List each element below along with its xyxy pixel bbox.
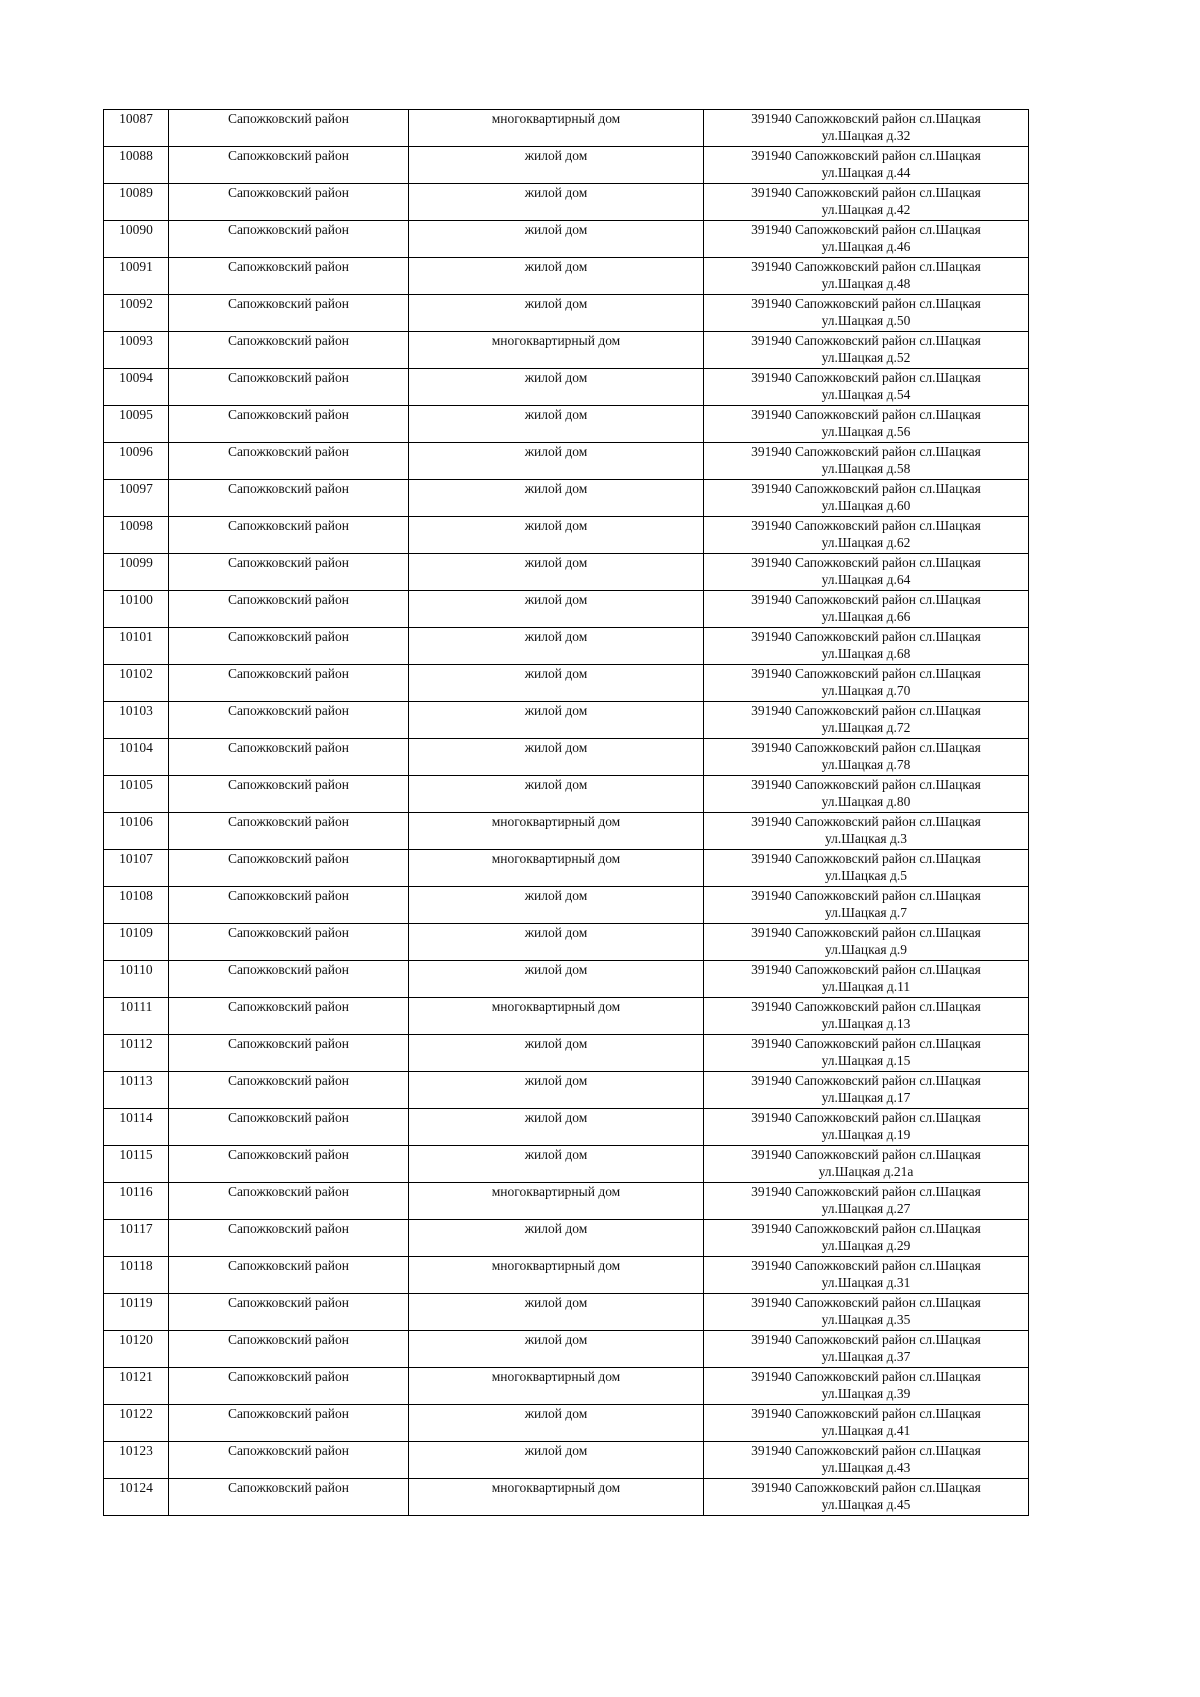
record-number-cell: 10119 xyxy=(104,1294,169,1331)
building-type-cell: многоквартирный дом xyxy=(409,1368,704,1405)
table-row xyxy=(104,924,1029,961)
record-number-cell: 10121 xyxy=(104,1368,169,1405)
record-number-cell: 10094 xyxy=(104,369,169,406)
building-type-cell: жилой дом xyxy=(409,1331,704,1368)
record-number-cell: 10117 xyxy=(104,1220,169,1257)
address-line-2: ул.Шацкая д.50 xyxy=(821,313,911,328)
address-cell xyxy=(704,480,1029,517)
address-line-2: ул.Шацкая д.17 xyxy=(821,1090,911,1105)
address-line-1: 391940 Сапожковский район сл.Шацкая xyxy=(751,1110,981,1125)
address-line-2: ул.Шацкая д.41 xyxy=(821,1423,911,1438)
table-row xyxy=(104,517,1029,554)
table-row xyxy=(104,1072,1029,1109)
address-cell xyxy=(704,961,1029,998)
district-cell: Сапожковский район xyxy=(169,480,409,517)
building-type-cell: жилой дом xyxy=(409,1294,704,1331)
table-row xyxy=(104,147,1029,184)
table-row xyxy=(104,406,1029,443)
table-row xyxy=(104,776,1029,813)
district-cell: Сапожковский район xyxy=(169,295,409,332)
district-cell: Сапожковский район xyxy=(169,1220,409,1257)
address-line-1: 391940 Сапожковский район сл.Шацкая xyxy=(751,1443,981,1458)
table-row xyxy=(104,1109,1029,1146)
table-row xyxy=(104,1220,1029,1257)
district-cell: Сапожковский район xyxy=(169,813,409,850)
address-line-2: ул.Шацкая д.58 xyxy=(821,461,911,476)
address-line-2: ул.Шацкая д.68 xyxy=(821,646,911,661)
address-line-2: ул.Шацкая д.78 xyxy=(821,757,911,772)
building-type-cell: жилой дом xyxy=(409,147,704,184)
district-cell: Сапожковский район xyxy=(169,628,409,665)
address-cell xyxy=(704,110,1029,147)
address-line-2: ул.Шацкая д.45 xyxy=(821,1497,911,1512)
address-line-2: ул.Шацкая д.66 xyxy=(821,609,911,624)
table-row xyxy=(104,221,1029,258)
address-cell xyxy=(704,147,1029,184)
address-line-1: 391940 Сапожковский район сл.Шацкая xyxy=(751,814,981,829)
address-cell xyxy=(704,1294,1029,1331)
table-row xyxy=(104,887,1029,924)
address-cell xyxy=(704,1368,1029,1405)
address-line-2: ул.Шацкая д.7 xyxy=(824,905,908,920)
address-line-1: 391940 Сапожковский район сл.Шацкая xyxy=(751,481,981,496)
table-row xyxy=(104,628,1029,665)
address-line-1: 391940 Сапожковский район сл.Шацкая xyxy=(751,629,981,644)
address-line-2: ул.Шацкая д.54 xyxy=(821,387,911,402)
record-number-cell: 10118 xyxy=(104,1257,169,1294)
district-cell: Сапожковский район xyxy=(169,1405,409,1442)
table-row xyxy=(104,554,1029,591)
table-row xyxy=(104,1035,1029,1072)
address-line-1: 391940 Сапожковский район сл.Шацкая xyxy=(751,1480,981,1495)
address-cell xyxy=(704,1479,1029,1516)
record-number-cell: 10113 xyxy=(104,1072,169,1109)
record-number-cell: 10091 xyxy=(104,258,169,295)
address-cell xyxy=(704,1331,1029,1368)
address-line-2: ул.Шацкая д.43 xyxy=(821,1460,911,1475)
record-number-cell: 10110 xyxy=(104,961,169,998)
building-type-cell: многоквартирный дом xyxy=(409,332,704,369)
address-cell xyxy=(704,369,1029,406)
address-line-1: 391940 Сапожковский район сл.Шацкая xyxy=(751,1147,981,1162)
address-line-1: 391940 Сапожковский район сл.Шацкая xyxy=(751,999,981,1014)
address-line-1: 391940 Сапожковский район сл.Шацкая xyxy=(751,148,981,163)
address-cell xyxy=(704,258,1029,295)
district-cell: Сапожковский район xyxy=(169,1257,409,1294)
record-number-cell: 10098 xyxy=(104,517,169,554)
record-number-cell: 10097 xyxy=(104,480,169,517)
address-line-2: ул.Шацкая д.32 xyxy=(821,128,911,143)
address-line-2: ул.Шацкая д.9 xyxy=(824,942,908,957)
address-line-1: 391940 Сапожковский район сл.Шацкая xyxy=(751,666,981,681)
table-row xyxy=(104,443,1029,480)
district-cell: Сапожковский район xyxy=(169,110,409,147)
building-type-cell: жилой дом xyxy=(409,258,704,295)
table-row xyxy=(104,813,1029,850)
record-number-cell: 10096 xyxy=(104,443,169,480)
address-cell xyxy=(704,406,1029,443)
building-type-cell: многоквартирный дом xyxy=(409,110,704,147)
address-line-1: 391940 Сапожковский район сл.Шацкая xyxy=(751,222,981,237)
address-line-1: 391940 Сапожковский район сл.Шацкая xyxy=(751,740,981,755)
record-number-cell: 10109 xyxy=(104,924,169,961)
record-number-cell: 10112 xyxy=(104,1035,169,1072)
record-number-cell: 10089 xyxy=(104,184,169,221)
record-number-cell: 10122 xyxy=(104,1405,169,1442)
address-cell xyxy=(704,850,1029,887)
building-type-cell: многоквартирный дом xyxy=(409,1183,704,1220)
table-row xyxy=(104,480,1029,517)
table-row xyxy=(104,1146,1029,1183)
address-line-2: ул.Шацкая д.21а xyxy=(818,1164,914,1179)
address-line-2: ул.Шацкая д.3 xyxy=(824,831,908,846)
address-cell xyxy=(704,998,1029,1035)
address-line-1: 391940 Сапожковский район сл.Шацкая xyxy=(751,962,981,977)
table-row xyxy=(104,1479,1029,1516)
district-cell: Сапожковский район xyxy=(169,1109,409,1146)
district-cell: Сапожковский район xyxy=(169,443,409,480)
address-cell xyxy=(704,813,1029,850)
record-number-cell: 10108 xyxy=(104,887,169,924)
registry-table-body xyxy=(104,110,1029,1516)
address-line-1: 391940 Сапожковский район сл.Шацкая xyxy=(751,444,981,459)
record-number-cell: 10093 xyxy=(104,332,169,369)
address-cell xyxy=(704,887,1029,924)
district-cell: Сапожковский район xyxy=(169,1072,409,1109)
address-line-1: 391940 Сапожковский район сл.Шацкая xyxy=(751,185,981,200)
address-registry-table xyxy=(103,109,1029,1516)
address-cell xyxy=(704,1183,1029,1220)
district-cell: Сапожковский район xyxy=(169,1442,409,1479)
district-cell: Сапожковский район xyxy=(169,776,409,813)
table-row xyxy=(104,665,1029,702)
address-cell xyxy=(704,1035,1029,1072)
record-number-cell: 10087 xyxy=(104,110,169,147)
building-type-cell: жилой дом xyxy=(409,406,704,443)
record-number-cell: 10104 xyxy=(104,739,169,776)
table-row xyxy=(104,702,1029,739)
address-cell xyxy=(704,295,1029,332)
building-type-cell: жилой дом xyxy=(409,1405,704,1442)
table-row xyxy=(104,998,1029,1035)
building-type-cell: многоквартирный дом xyxy=(409,813,704,850)
address-line-2: ул.Шацкая д.37 xyxy=(821,1349,911,1364)
table-row xyxy=(104,184,1029,221)
address-line-1: 391940 Сапожковский район сл.Шацкая xyxy=(751,407,981,422)
address-line-1: 391940 Сапожковский район сл.Шацкая xyxy=(751,111,981,126)
district-cell: Сапожковский район xyxy=(169,739,409,776)
address-line-2: ул.Шацкая д.52 xyxy=(821,350,911,365)
table-row xyxy=(104,332,1029,369)
record-number-cell: 10102 xyxy=(104,665,169,702)
address-line-2: ул.Шацкая д.15 xyxy=(821,1053,911,1068)
address-line-1: 391940 Сапожковский район сл.Шацкая xyxy=(751,370,981,385)
record-number-cell: 10106 xyxy=(104,813,169,850)
building-type-cell: жилой дом xyxy=(409,480,704,517)
address-line-2: ул.Шацкая д.60 xyxy=(821,498,911,513)
address-line-2: ул.Шацкая д.29 xyxy=(821,1238,911,1253)
district-cell: Сапожковский район xyxy=(169,1035,409,1072)
record-number-cell: 10088 xyxy=(104,147,169,184)
address-cell xyxy=(704,665,1029,702)
record-number-cell: 10123 xyxy=(104,1442,169,1479)
address-line-1: 391940 Сапожковский район сл.Шацкая xyxy=(751,1073,981,1088)
building-type-cell: жилой дом xyxy=(409,1442,704,1479)
address-line-1: 391940 Сапожковский район сл.Шацкая xyxy=(751,1184,981,1199)
address-line-1: 391940 Сапожковский район сл.Шацкая xyxy=(751,592,981,607)
building-type-cell: жилой дом xyxy=(409,443,704,480)
record-number-cell: 10124 xyxy=(104,1479,169,1516)
district-cell: Сапожковский район xyxy=(169,1331,409,1368)
record-number-cell: 10120 xyxy=(104,1331,169,1368)
record-number-cell: 10115 xyxy=(104,1146,169,1183)
building-type-cell: жилой дом xyxy=(409,628,704,665)
address-line-1: 391940 Сапожковский район сл.Шацкая xyxy=(751,1221,981,1236)
building-type-cell: жилой дом xyxy=(409,369,704,406)
district-cell: Сапожковский район xyxy=(169,406,409,443)
building-type-cell: жилой дом xyxy=(409,554,704,591)
record-number-cell: 10095 xyxy=(104,406,169,443)
table-row xyxy=(104,961,1029,998)
record-number-cell: 10099 xyxy=(104,554,169,591)
address-line-2: ул.Шацкая д.72 xyxy=(821,720,911,735)
district-cell: Сапожковский район xyxy=(169,924,409,961)
address-line-2: ул.Шацкая д.64 xyxy=(821,572,911,587)
address-line-2: ул.Шацкая д.80 xyxy=(821,794,911,809)
address-line-1: 391940 Сапожковский район сл.Шацкая xyxy=(751,1406,981,1421)
record-number-cell: 10103 xyxy=(104,702,169,739)
district-cell: Сапожковский район xyxy=(169,1183,409,1220)
address-line-2: ул.Шацкая д.62 xyxy=(821,535,911,550)
address-cell xyxy=(704,1257,1029,1294)
address-line-2: ул.Шацкая д.11 xyxy=(821,979,911,994)
building-type-cell: жилой дом xyxy=(409,184,704,221)
address-line-2: ул.Шацкая д.44 xyxy=(821,165,911,180)
building-type-cell: многоквартирный дом xyxy=(409,1257,704,1294)
district-cell: Сапожковский район xyxy=(169,147,409,184)
address-line-1: 391940 Сапожковский район сл.Шацкая xyxy=(751,296,981,311)
building-type-cell: многоквартирный дом xyxy=(409,850,704,887)
address-line-2: ул.Шацкая д.31 xyxy=(821,1275,911,1290)
address-line-1: 391940 Сапожковский район сл.Шацкая xyxy=(751,1036,981,1051)
address-line-1: 391940 Сапожковский район сл.Шацкая xyxy=(751,555,981,570)
building-type-cell: жилой дом xyxy=(409,1220,704,1257)
address-line-2: ул.Шацкая д.27 xyxy=(821,1201,911,1216)
table-row xyxy=(104,258,1029,295)
table-row xyxy=(104,1442,1029,1479)
building-type-cell: жилой дом xyxy=(409,1035,704,1072)
address-line-1: 391940 Сапожковский район сл.Шацкая xyxy=(751,851,981,866)
address-cell xyxy=(704,221,1029,258)
building-type-cell: жилой дом xyxy=(409,1072,704,1109)
address-cell xyxy=(704,924,1029,961)
district-cell: Сапожковский район xyxy=(169,591,409,628)
table-row xyxy=(104,1368,1029,1405)
building-type-cell: жилой дом xyxy=(409,924,704,961)
address-line-1: 391940 Сапожковский район сл.Шацкая xyxy=(751,1295,981,1310)
district-cell: Сапожковский район xyxy=(169,850,409,887)
district-cell: Сапожковский район xyxy=(169,961,409,998)
building-type-cell: жилой дом xyxy=(409,221,704,258)
building-type-cell: жилой дом xyxy=(409,665,704,702)
address-line-1: 391940 Сапожковский район сл.Шацкая xyxy=(751,518,981,533)
address-cell xyxy=(704,1442,1029,1479)
record-number-cell: 10111 xyxy=(104,998,169,1035)
building-type-cell: жилой дом xyxy=(409,1109,704,1146)
address-line-1: 391940 Сапожковский район сл.Шацкая xyxy=(751,777,981,792)
record-number-cell: 10107 xyxy=(104,850,169,887)
record-number-cell: 10100 xyxy=(104,591,169,628)
district-cell: Сапожковский район xyxy=(169,221,409,258)
building-type-cell: многоквартирный дом xyxy=(409,998,704,1035)
address-line-2: ул.Шацкая д.48 xyxy=(821,276,911,291)
district-cell: Сапожковский район xyxy=(169,517,409,554)
address-line-2: ул.Шацкая д.13 xyxy=(821,1016,911,1031)
record-number-cell: 10116 xyxy=(104,1183,169,1220)
address-cell xyxy=(704,739,1029,776)
address-line-1: 391940 Сапожковский район сл.Шацкая xyxy=(751,1258,981,1273)
address-line-1: 391940 Сапожковский район сл.Шацкая xyxy=(751,333,981,348)
address-cell xyxy=(704,443,1029,480)
district-cell: Сапожковский район xyxy=(169,1294,409,1331)
record-number-cell: 10114 xyxy=(104,1109,169,1146)
address-cell xyxy=(704,1146,1029,1183)
district-cell: Сапожковский район xyxy=(169,369,409,406)
district-cell: Сапожковский район xyxy=(169,554,409,591)
district-cell: Сапожковский район xyxy=(169,332,409,369)
building-type-cell: жилой дом xyxy=(409,702,704,739)
address-line-2: ул.Шацкая д.19 xyxy=(821,1127,911,1142)
address-line-1: 391940 Сапожковский район сл.Шацкая xyxy=(751,1369,981,1384)
address-line-2: ул.Шацкая д.46 xyxy=(821,239,911,254)
address-cell xyxy=(704,702,1029,739)
building-type-cell: жилой дом xyxy=(409,887,704,924)
table-row xyxy=(104,1294,1029,1331)
address-cell xyxy=(704,1072,1029,1109)
address-cell xyxy=(704,628,1029,665)
address-cell xyxy=(704,776,1029,813)
district-cell: Сапожковский район xyxy=(169,1146,409,1183)
address-cell xyxy=(704,517,1029,554)
district-cell: Сапожковский район xyxy=(169,998,409,1035)
address-line-2: ул.Шацкая д.5 xyxy=(824,868,908,883)
record-number-cell: 10090 xyxy=(104,221,169,258)
table-row xyxy=(104,110,1029,147)
record-number-cell: 10105 xyxy=(104,776,169,813)
address-cell xyxy=(704,591,1029,628)
address-cell xyxy=(704,1109,1029,1146)
table-row xyxy=(104,591,1029,628)
building-type-cell: жилой дом xyxy=(409,295,704,332)
district-cell: Сапожковский район xyxy=(169,1368,409,1405)
address-line-2: ул.Шацкая д.39 xyxy=(821,1386,911,1401)
table-row xyxy=(104,295,1029,332)
table-row xyxy=(104,1331,1029,1368)
record-number-cell: 10101 xyxy=(104,628,169,665)
address-line-1: 391940 Сапожковский район сл.Шацкая xyxy=(751,925,981,940)
building-type-cell: жилой дом xyxy=(409,517,704,554)
table-row xyxy=(104,1257,1029,1294)
address-line-2: ул.Шацкая д.56 xyxy=(821,424,911,439)
building-type-cell: многоквартирный дом xyxy=(409,1479,704,1516)
building-type-cell: жилой дом xyxy=(409,739,704,776)
district-cell: Сапожковский район xyxy=(169,665,409,702)
table-row xyxy=(104,1405,1029,1442)
address-cell xyxy=(704,554,1029,591)
address-line-1: 391940 Сапожковский район сл.Шацкая xyxy=(751,1332,981,1347)
building-type-cell: жилой дом xyxy=(409,591,704,628)
address-line-1: 391940 Сапожковский район сл.Шацкая xyxy=(751,259,981,274)
address-line-2: ул.Шацкая д.70 xyxy=(821,683,911,698)
address-line-2: ул.Шацкая д.42 xyxy=(821,202,911,217)
table-row xyxy=(104,1183,1029,1220)
district-cell: Сапожковский район xyxy=(169,1479,409,1516)
building-type-cell: жилой дом xyxy=(409,1146,704,1183)
district-cell: Сапожковский район xyxy=(169,887,409,924)
table-row xyxy=(104,369,1029,406)
address-cell xyxy=(704,1405,1029,1442)
address-line-2: ул.Шацкая д.35 xyxy=(821,1312,911,1327)
address-cell xyxy=(704,184,1029,221)
district-cell: Сапожковский район xyxy=(169,184,409,221)
building-type-cell: жилой дом xyxy=(409,961,704,998)
table-row xyxy=(104,739,1029,776)
record-number-cell: 10092 xyxy=(104,295,169,332)
address-line-1: 391940 Сапожковский район сл.Шацкая xyxy=(751,888,981,903)
address-cell xyxy=(704,1220,1029,1257)
address-line-1: 391940 Сапожковский район сл.Шацкая xyxy=(751,703,981,718)
table-row xyxy=(104,850,1029,887)
building-type-cell: жилой дом xyxy=(409,776,704,813)
address-cell xyxy=(704,332,1029,369)
district-cell: Сапожковский район xyxy=(169,258,409,295)
district-cell: Сапожковский район xyxy=(169,702,409,739)
